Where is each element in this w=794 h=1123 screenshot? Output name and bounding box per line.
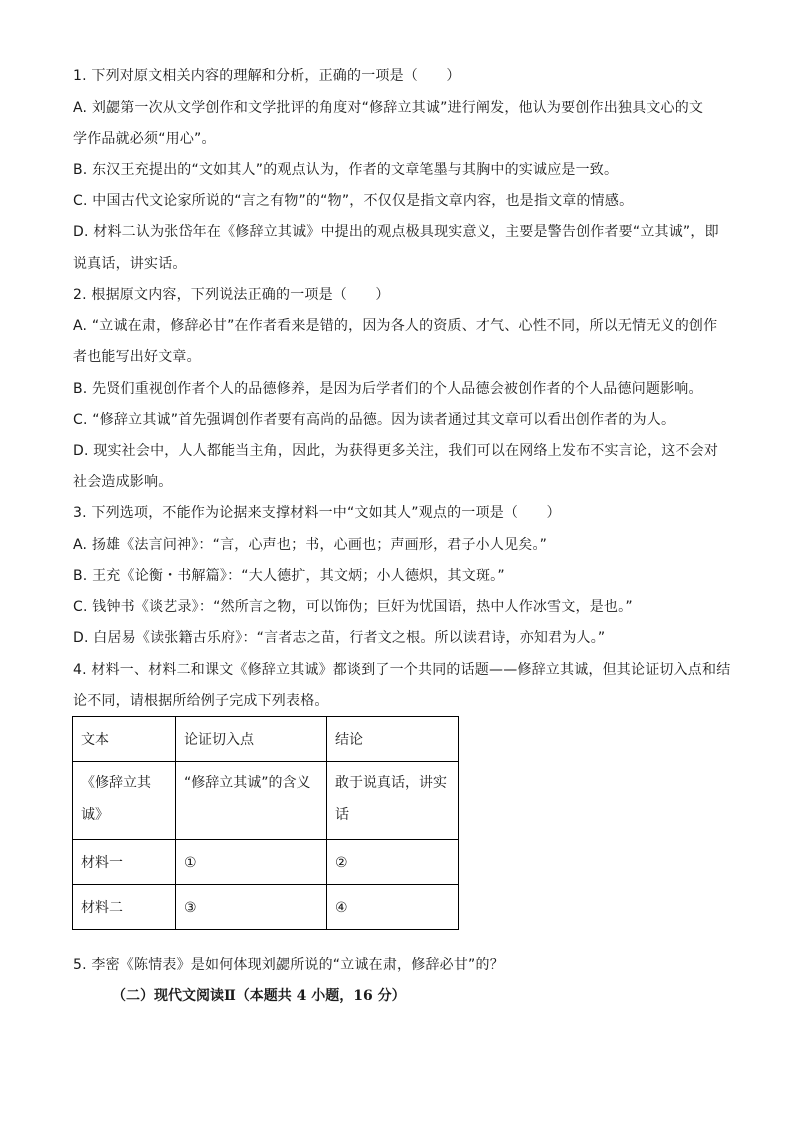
q3-option-d: D. 白居易《读张籍古乐府》：“言者志之苗，行者文之根。所以读君诗，亦知君为人。”	[73, 630, 606, 646]
table-cell: “修辞立其诚”的含义	[176, 762, 327, 840]
q2-option-a: A. “立诚在肃，修辞必甘”在作者看来是错的，因为各人的资质、才气、心性不同，所以无情无义的创作	[73, 318, 718, 334]
q3-stem: 3. 下列选项，不能作为论据来支撑材料一中“文如其人”观点的一项是（ ）	[73, 505, 561, 521]
q5-stem: 5. 李密《陈情表》是如何体现刘勰所说的“立诚在肃，修辞必甘”的？	[73, 957, 504, 973]
table-header-row	[73, 717, 459, 762]
q2-option-d-cont: 社会造成影响。	[73, 474, 173, 490]
table-cell: 材料二	[73, 885, 176, 930]
q2-option-d: D. 现实社会中，人人都能当主角，因此，为获得更多关注，我们可以在网络上发布不实言论，这不会对	[73, 443, 719, 459]
table-cell: 材料一	[73, 840, 176, 885]
q1-option-a: A. 刘勰第一次从文学创作和文学批评的角度对“修辞立其诚”进行阐发，他认为要创作出独具文心的文	[73, 100, 704, 116]
q2-option-b: B. 先贤们重视创作者个人的品德修养，是因为后学者们的个人品德会被创作者的个人品德问题影响。	[73, 381, 703, 397]
q1-option-a-cont: 学作品就必须“用心”。	[73, 131, 216, 147]
table-cell: 敢于说真话，讲实话	[327, 762, 459, 840]
q3-option-b: B. 王充《论衡・书解篇》：“大人德扩，其文炳；小人德炽，其文斑。”	[73, 568, 505, 584]
q2-stem: 2. 根据原文内容，下列说法正确的一项是（ ）	[73, 287, 390, 303]
table-header-cell: 结论	[327, 717, 459, 762]
answer-table	[72, 716, 459, 930]
table-row	[73, 840, 459, 885]
table-cell: ①	[176, 840, 327, 885]
q4-stem-cont: 论不同，请根据所给例子完成下列表格。	[73, 693, 329, 709]
table-row	[73, 762, 459, 840]
table-cell: ④	[327, 885, 459, 930]
table-header-cell: 文本	[73, 717, 176, 762]
q1-option-d: D. 材料二认为张岱年在《修辞立其诚》中提出的观点极具现实意义，主要是警告创作者要“立其诚”，即	[73, 224, 719, 240]
table-header-cell: 论证切入点	[176, 717, 327, 762]
q3-option-a: A. 扬雄《法言问神》：“言，心声也；书，心画也；声画形，君子小人见矣。”	[73, 537, 548, 553]
section-heading: （二）现代文阅读Ⅱ（本题共 4 小题，16 分）	[112, 988, 406, 1004]
q1-option-c: C. 中国古代文论家所说的“言之有物”的“物”，不仅仅是指文章内容，也是指文章的情感。	[73, 193, 634, 209]
table-cell: ③	[176, 885, 327, 930]
q3-option-c: C. 钱钟书《谈艺录》：“然所言之物，可以饰伪；巨奸为忧国语，热中人作冰雪文，是也。”	[73, 599, 633, 615]
q1-option-b: B. 东汉王充提出的“文如其人”的观点认为，作者的文章笔墨与其胸中的实诚应是一致。	[73, 162, 619, 178]
table-cell: 《修辞立其诚》	[73, 762, 176, 840]
q2-option-a-cont: 者也能写出好文章。	[73, 349, 201, 365]
q4-stem: 4. 材料一、材料二和课文《修辞立其诚》都谈到了一个共同的话题——修辞立其诚，但其论证切入点和结	[73, 662, 731, 678]
table-row	[73, 885, 459, 930]
q1-stem: 1. 下列对原文相关内容的理解和分析，正确的一项是（ ）	[73, 68, 461, 84]
q2-option-c: C. “修辞立其诚”首先强调创作者要有高尚的品德。因为读者通过其文章可以看出创作者的为人。	[73, 412, 676, 428]
table-cell: ②	[327, 840, 459, 885]
q1-option-d-cont: 说真话，讲实话。	[73, 256, 187, 272]
